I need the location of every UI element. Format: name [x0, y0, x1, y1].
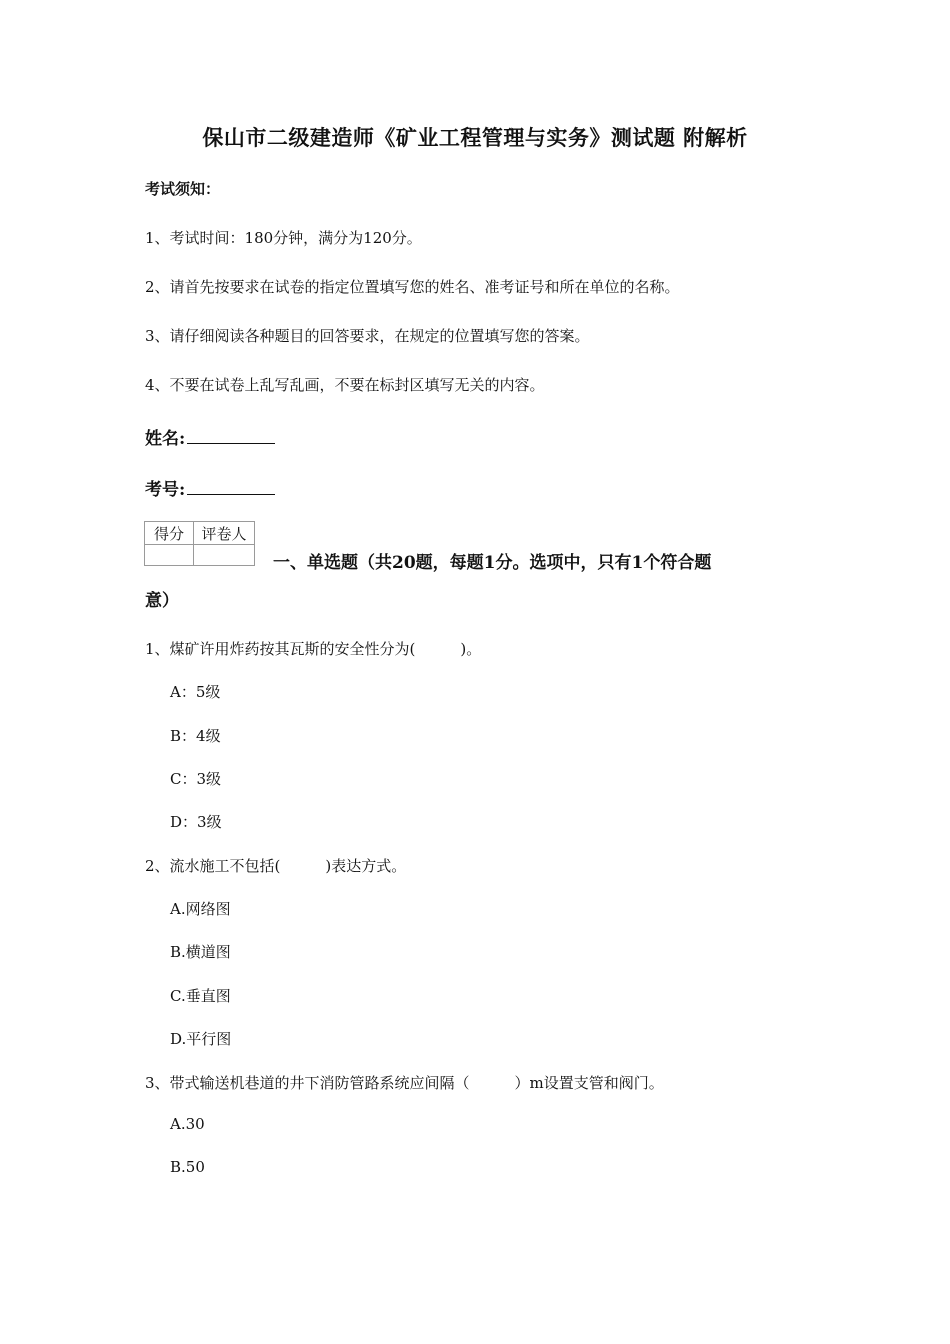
question-text: 2、流水施工不包括( )表达方式。: [145, 857, 407, 875]
score-cell[interactable]: [145, 545, 194, 566]
section-title-cont: 意）: [145, 591, 179, 611]
option: D.平行图: [170, 1030, 232, 1048]
option: D：3级: [170, 813, 222, 831]
option: C：3级: [170, 770, 222, 788]
question-text: 3、带式输送机巷道的井下消防管路系统应间隔（ ）m设置支管和阀门。: [145, 1074, 664, 1092]
document-title: 保山市二级建造师《矿业工程管理与实务》测试题 附解析: [202, 125, 748, 150]
id-blank[interactable]: [187, 478, 275, 495]
id-label: 考号:: [145, 480, 186, 500]
section-title: 一、单选题（共20题，每题1分。选项中，只有1个符合题: [273, 553, 712, 573]
id-field: [145, 475, 275, 500]
option: B：4级: [170, 727, 221, 745]
notice-heading: 考试须知：: [145, 180, 221, 198]
option: A.30: [170, 1115, 205, 1133]
name-blank[interactable]: [187, 427, 275, 444]
notice-item: 4、不要在试卷上乱写乱画，不要在标封区填写无关的内容。: [145, 376, 545, 394]
option: B.50: [170, 1158, 205, 1176]
question-text: 1、煤矿许用炸药按其瓦斯的安全性分为( )。: [145, 640, 482, 658]
score-header: 得分: [145, 522, 194, 545]
grader-header: 评卷人: [194, 522, 255, 545]
name-field: [145, 424, 275, 449]
notice-item: 1、考试时间：180分钟，满分为120分。: [145, 229, 422, 247]
option: A.网络图: [170, 900, 231, 918]
grader-cell[interactable]: [194, 545, 255, 566]
notice-item: 2、请首先按要求在试卷的指定位置填写您的姓名、准考证号和所在单位的名称。: [145, 278, 680, 296]
option: A：5级: [170, 683, 221, 701]
option: C.垂直图: [170, 987, 231, 1005]
option: B.横道图: [170, 943, 231, 961]
score-table: [144, 521, 255, 566]
name-label: 姓名:: [145, 429, 186, 449]
notice-item: 3、请仔细阅读各种题目的回答要求，在规定的位置填写您的答案。: [145, 327, 590, 345]
